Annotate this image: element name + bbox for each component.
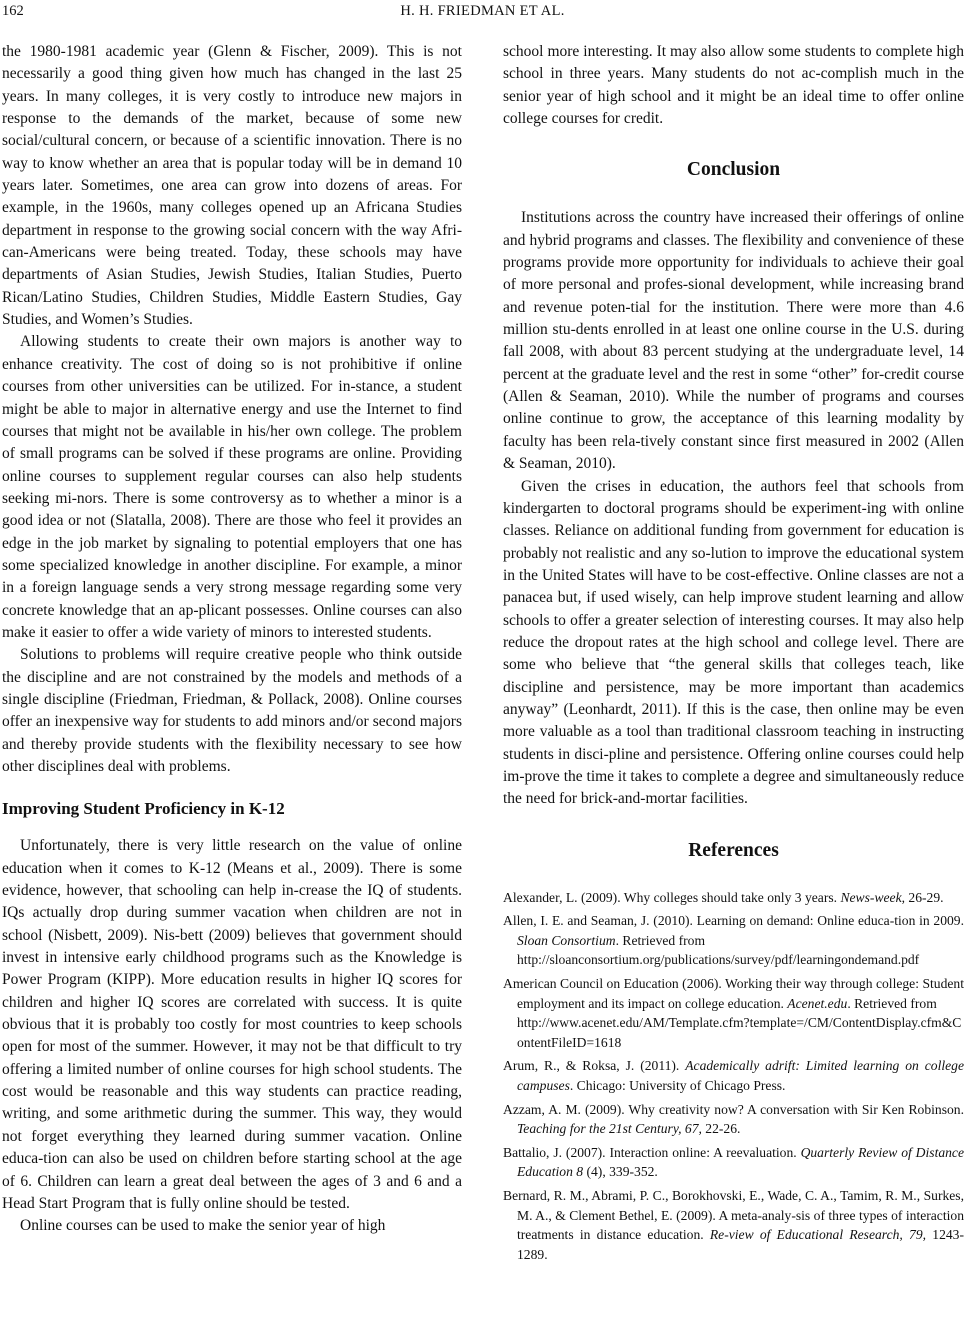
body-paragraph: Institutions across the country have increased their offerings of online and hybrid programs and classes. The flexibility and convenience of these programs provide more opportunity for individuals to achieve their goal of more personal and profes-sional development, while increasing brand and revenue poten-tial for the institution. There were more than 4.6 million stu-dents enrolled in at least one online course in the U.S. during fall 2008, with about 83 percent studying at the undergraduate level, 14 percent at the graduate level and the rest in some “other” for-credit course (Allen & Seaman, 2010). While the number of programs and courses online continue to grow, the acceptance of this learning modality by faculty has been rela-tively constant since first measured in 2002 (Allen & Seaman, 2010). — [503, 209, 964, 473]
body-paragraph: the 1980-1981 academic year (Glenn & Fischer, 2009). This is not necessarily a good thing given how much has changed in the last 25 years. In many colleges, it is very costly to introduce new majors in response to the demands of the market, because of some new social/cultural concern, or because of a scientific innovation. There is no way to know whether an area that is popular today will be in demand 10 years later. Sometimes, one area can grow into dozens of areas. For example, in the 1960s, many colleges opened up an Africana Studies department in response to the growing social concern with the way Afri-can-Americans were being treated. Today, these schools may have departments of Asian Studies, Jewish Studies, Italian Studies, Puerto Rican/Latino Studies, Children Studies, Middle Eastern Studies, Gay Studies, and Women’s Studies. — [2, 43, 462, 329]
right-column — [503, 41, 964, 1268]
body-paragraph: school more interesting. It may also allow some students to complete high school in three years. Many students do not ac-complish much in the senior year of high school and it might be an ideal time to offer online college courses for credit. — [503, 43, 964, 128]
body-paragraph: Solutions to problems will require creative people who think outside the discipline and are not constrained by the models and methods of a single discipline (Friedman, Friedman, & Pollack, 2008). Online courses offer an inexpensive way for students to add minors and/or second majors and thereby provide students with the flexibility necessary to see how other disciplines deal with problems. — [2, 646, 462, 775]
reference-entry: Azzam, A. M. (2009). Why creativity now? A conversation with Sir Ken Robinson. Teaching for the 21st Century, 67, 22-26. — [503, 1101, 964, 1137]
section-heading: Improving Student Proficiency in K-12 — [2, 799, 285, 819]
body-paragraph: Online courses can be used to make the senior year of high — [20, 1217, 386, 1235]
running-header — [0, 0, 965, 26]
running-title: H. H. FRIEDMAN ET AL. — [400, 3, 565, 19]
body-paragraph: Allowing students to create their own majors is another way to enhance creativity. The cost of doing so is not prohibitive if online courses from other universities can be utilized. For in-stance, a student might be able to major in alternative energy and use the Internet to find courses that might not be available in his/her own college. The problem of small programs can be solved if these programs are online. Providing online courses to supplement regular courses can also help students seeking mi-nors. There is some controversy as to whether a minor is a good idea or not (Slatalla, 2008). There are those who feel it provides an edge in the job market by signaling to potential employers that one has some specialized knowledge in another discipline. For example, a minor in a foreign language sends a very strong message regarding some very concrete knowledge that an ap-plicant possesses. Online courses can also make it easier to offer a wide variety of minors to interested students. — [2, 333, 462, 641]
reference-entry: Alexander, L. (2009). Why colleges should take only 3 years. News-week, 26-29. — [503, 889, 944, 905]
reference-entry: American Council on Education (2006). Working their way through college: Student employment and its impact on college education. Acenet.edu. Retrieved from http://www.acenet.edu/AM/Template.cfm?template=/CM/ContentDisplay.cfm&ContentFileID=1618 — [503, 976, 964, 1050]
body-paragraph: Given the crises in education, the authors feel that schools from kindergarten to doctoral programs should be experiment-ing with online classes. Reliance on additional funding from government for education is probably not realistic and any so-lution to improve the educational system in the United States will have to be cost-effective. Online classes are not a panacea but, if used wisely, can help improve student learning and allow schools to offer a greater selection of interesting courses. It may also help reduce the dropout rates at the high school and college level. There are some who believe that “the general skills that colleges teach, like discipline and persistence, may be more important than academics anyway” (Leonhardt, 2011). If this is the case, then online may be even more valuable as a tool than traditional classroom teaching in instructing students in disci-pline and persistence. Offering online courses could help im-prove the time it takes to complete a degree and simultaneously reduce the need for brick-and-mortar facilities. — [503, 477, 964, 808]
body-paragraph: Unfortunately, there is very little research on the value of online education when it comes to K-12 (Means et al., 2009). There is some evidence, however, that schooling can help in-crease the IQ of students. IQs actually drop during summer vacation when children are not in school (Nisbett, 2009). Nis-bett (2009) believes that government should invest in intensive early childhood programs such as the Knowledge is Power Program (KIPP). More education results in higher IQ scores for children and higher IQ scores are correlated with success. It is quite obvious that it is probably too costly for most countries to keep schools open for most of the summer. However, it may not be that difficult to try offering a limited number of online courses for high school students. The cost would be reasonable and this way students can practice reading, writing, and some arithmetic during the summer. This way, they would not forget everything they learned during summer vacation. Online educa-tion can also be used on children before starting school at the age of 6. Children can learn a great deal between the ages of 3 and 6 and a Head Start Program that is fully online should be tested. — [2, 837, 462, 1212]
reference-entry: Allen, I. E. and Seaman, J. (2010). Learning on demand: Online educa-tion in 2009. Sloan Consortium. Retrieved from http://sloanconsortium.org/publications/survey/pdf/learningondemand.pdf — [503, 913, 964, 968]
reference-url[interactable]: http://sloanconsortium.org/publications/survey/pdf/learningondemand.pdf — [517, 952, 920, 968]
reference-entry: Bernard, R. M., Abrami, P. C., Borokhovski, E., Wade, C. A., Tamim, R. M., Surkes, M. A., & Clement Bethel, E. (2009). A meta-analy-sis of three types of interaction treatments in distance education. Re-view of Educational Research, 79, 1243-1289. — [503, 1187, 964, 1262]
reference-entry: Arum, R., & Roksa, J. (2011). Academically adrift: Limited learning on college campuses. Chicago: University of Chicago Press. — [503, 1058, 964, 1093]
references-heading: References — [688, 839, 779, 861]
reference-list — [503, 888, 964, 1265]
page-number: 162 — [2, 3, 24, 19]
left-column — [2, 41, 462, 1238]
reference-url[interactable]: http://www.acenet.edu/AM/Template.cfm?template=/CM/ContentDisplay.cfm&ContentFileID=1618 — [517, 1015, 962, 1050]
conclusion-heading: Conclusion — [686, 159, 781, 181]
reference-entry: Battalio, J. (2007). Interaction online: A reevaluation. Quarterly Review of Distance Education 8 (4), 339-352. — [503, 1144, 965, 1180]
